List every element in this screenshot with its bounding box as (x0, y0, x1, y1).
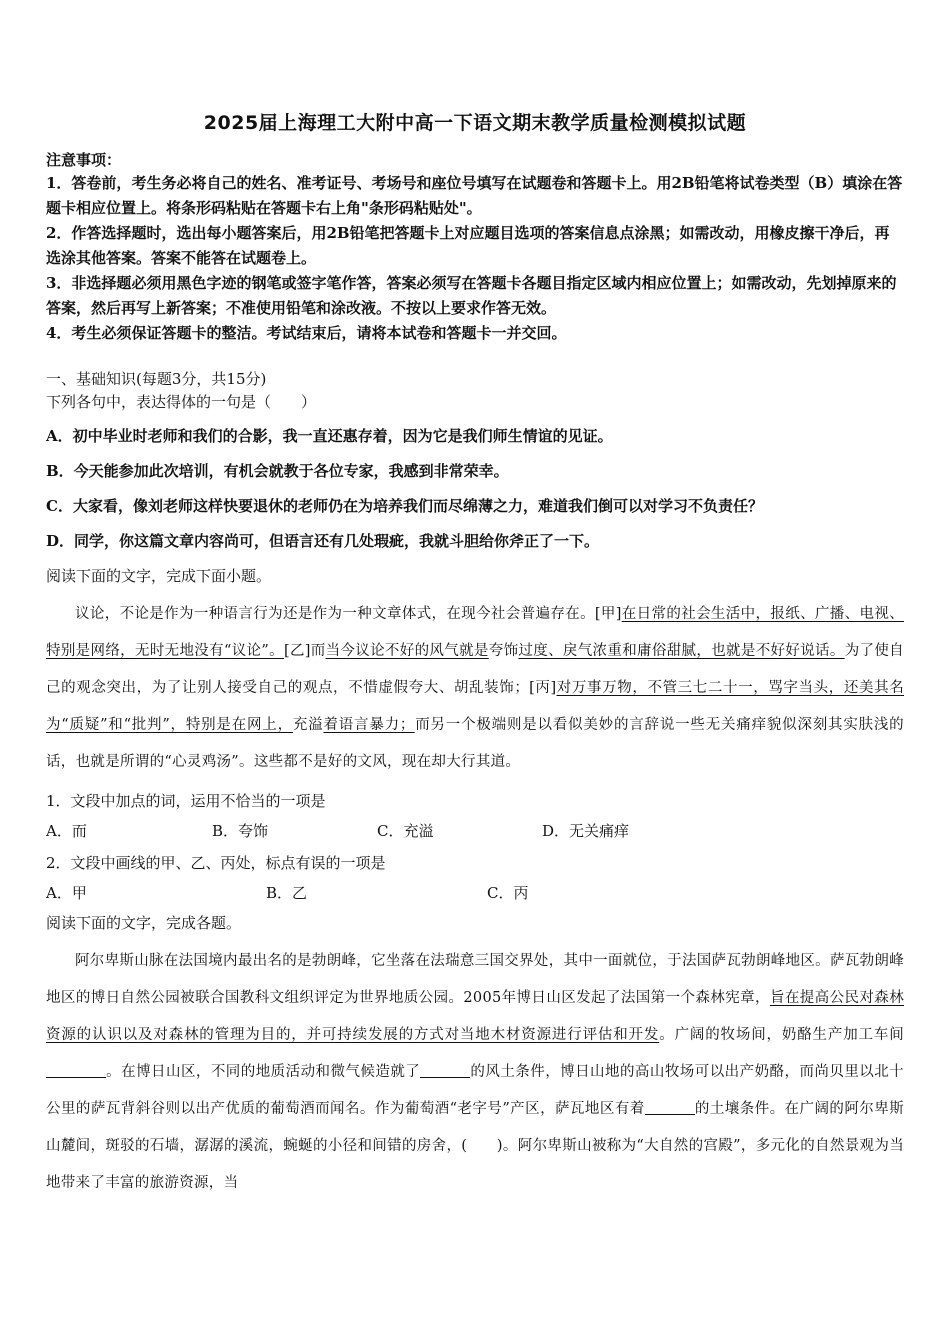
text: 。在博日山区，不同的地质活动和微气候造就了 (106, 1064, 421, 1080)
fill-blank (46, 1061, 106, 1078)
option-c: C．丙 (487, 884, 529, 902)
underlined-text-jia: 在日常的社会生活中，报纸、广播、电视、特别是网络，无时无地没有“议论”。 (46, 606, 904, 659)
notice-section (46, 149, 904, 346)
underlined-text-bing-2: 着语言暴力； (323, 717, 415, 733)
question-1-options (46, 819, 904, 843)
option-d: D．无关痛痒 (542, 822, 630, 840)
text: 。广阔的牧场间，奶酪生产加工车间 (659, 1027, 904, 1043)
option-b: B．乙 (266, 884, 308, 902)
option-a: A．而 (46, 822, 87, 840)
underlined-text-yi-2: 过度、戾气浓重和庸俗甜腻，也就是不好好说话。 (518, 643, 845, 659)
fill-blank (420, 1061, 470, 1078)
dotted-word: 充溢 (292, 717, 324, 733)
notice-item: 4．考生必须保证答题卡的整洁。考试结束后，请将本试卷和答题卡一并交回。 (46, 324, 567, 342)
option-b: B．今天能参加此次培训，有机会就教于各位专家，我感到非常荣幸。 (46, 462, 509, 480)
text: [乙]而 (283, 643, 326, 659)
question-2: 2．文段中画线的甲、乙、丙处，标点有误的一项是 (46, 854, 386, 872)
reading-section-1 (46, 564, 904, 905)
reading-heading: 阅读下面的文字，完成下面小题。 (46, 567, 272, 585)
text: 的土壤条件。在广阔的阿尔卑斯山麓间，斑驳的石墙，潺潺的溪流，蜿蜒的小径和间错的房舍，( )。阿尔卑斯山被称为“大自然的宫殿”，多元化的自然景观为当地带来了丰富的旅游资源，当 (46, 1101, 904, 1191)
text: 而另一个极端则是以看似美妙的言辞说一些无关痛痒貌似深刻其实肤浅的话，也就是所谓的“心灵鸡汤”。这些都不是好的文风，现在却大行其道。 (46, 717, 904, 770)
option-c: C．充溢 (377, 822, 434, 840)
option-a: A．初中毕业时老师和我们的合影，我一直还惠存着，因为它是我们师生情谊的见证。 (46, 427, 613, 445)
text: 的风土条件，博日山地的高山牧场可以出产奶酪，而尚贝里以北十公里的萨瓦背斜谷则以出产优质的葡萄酒而闻名。作为葡萄酒“老字号”产区，萨瓦地区有着 (46, 1064, 904, 1117)
reading-passage (46, 596, 904, 781)
notice-heading: 注意事项： (46, 151, 122, 169)
text: 议论，不论是作为一种语言行为还是作为一种文章体式，在现今社会普遍存在。[甲] (75, 606, 622, 622)
option-a: A．甲 (46, 884, 87, 902)
option-d: D．同学，你这篇文章内容尚可，但语言还有几处瑕疵，我就斗胆给你斧正了一下。 (46, 532, 600, 550)
notice-item: 3．非选择题必须用黑色字迹的钢笔或签字笔作答，答案必须写在答题卡各题目指定区域内相应位置上；如需改动，先划掉原来的答案，然后再写上新答案；不准使用铅笔和涂改液。不按以上要求作答无效。 (46, 274, 897, 317)
fill-blank (645, 1098, 695, 1115)
question-2-options (46, 881, 904, 905)
option-c: C．大家看，像刘老师这样快要退休的老师仍在为培养我们而尽绵薄之力，难道我们倒可以对学习不负责任？ (46, 497, 763, 515)
page-title: 2025届上海理工大附中高一下语文期末教学质量检测模拟试题 (203, 112, 747, 134)
reading-section-2 (46, 911, 904, 1202)
underlined-text-yi: 当今议论不好的风气就是 (325, 643, 489, 659)
notice-item: 2．作答选择题时，选出每小题答案后，用2B铅笔把答题卡上对应题目选项的答案信息点涂黑；如需改动，用橡皮擦干净后，再选涂其他答案。答案不能答在试题卷上。 (46, 224, 890, 267)
reading-passage (46, 943, 904, 1202)
text: 阿尔卑斯山脉在法国境内最出名的是勃朗峰，它坐落在法瑞意三国交界处，其中一面就位，于法国萨瓦勃朗峰地区。萨瓦勃朗峰地区的博日自然公园被联合国教科文组织评定为世界地质公园。2005年博日山区发起了法国第一个森林宪章， (46, 953, 904, 1006)
section-heading: 一、基础知识(每题3分，共15分) (46, 370, 267, 388)
text: 为了使自己的观念突出，为了让别人接受自己的观点，不惜虚假夸大、胡乱装饰；[丙] (46, 643, 904, 696)
underlined-text-bing: 对万事万物，不管三七二十一，骂字当头，还美其名为“质疑”和“批判”，特别是在网上， (46, 680, 904, 733)
question-1: 1．文段中加点的词，运用不恰当的一项是 (46, 792, 326, 810)
section-basic-knowledge (46, 368, 904, 553)
question-stem: 下列各句中，表达得体的一句是（ ） (46, 393, 317, 411)
notice-item: 1．答卷前，考生务必将自己的姓名、准考证号、考场号和座位号填写在试题卷和答题卡上。用2B铅笔将试卷类型（B）填涂在答题卡相应位置上。将条形码粘贴在答题卡右上角"条形码粘贴处"。 (46, 174, 903, 217)
underlined-sentence: 旨在提高公民对森林资源的认识以及对森林的管理为目的，并可持续发展的方式对当地木材资源进行评估和开发 (46, 990, 904, 1043)
option-b: B．夸饰 (212, 822, 269, 840)
reading-heading: 阅读下面的文字，完成各题。 (46, 914, 242, 932)
dotted-word: 夸饰 (488, 643, 519, 659)
